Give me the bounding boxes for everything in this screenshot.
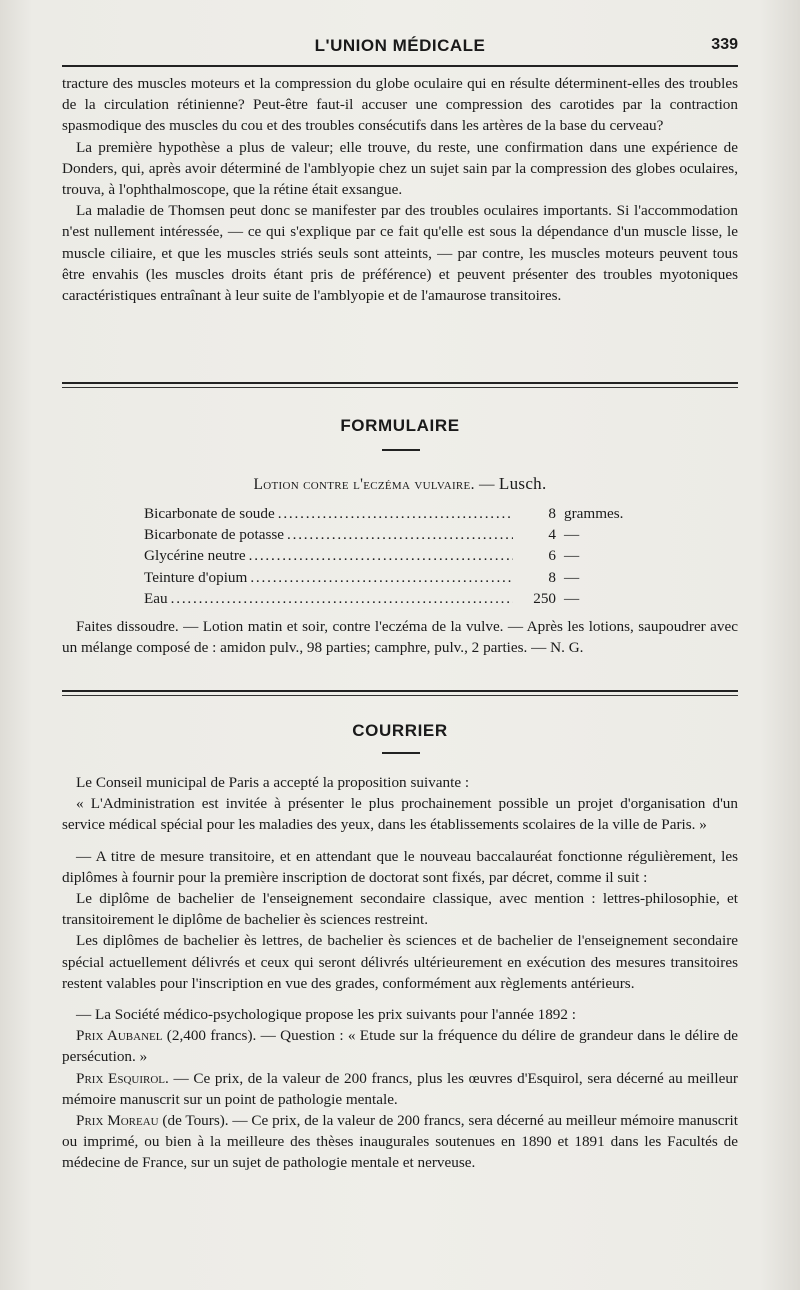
intro-paragraph-3: La maladie de Thomsen peut donc se manifester par des troubles oculaires importants. Si l'accommodation n'est nullement intéressée, — ce qui s'explique par ce fait qu'elle est sous la dépendance d'un muscle lisse, le muscle ciliaire, et que les muscles striés seuls sont atteints, — par contre, les muscles moteurs peuvent tous être envahis (les muscles droits étant pris de préférence) et peuvent présenter des troubles myotoniques caractéristiques entraînant à leur suite de l'amblyopie et de l'amaurose transitoires. [62,202,738,305]
section-rule-top [62,690,738,692]
heading-dash [382,449,420,451]
leader-dots [278,503,513,524]
ingredient-row [144,567,664,588]
ingredient-qty: 8 [548,568,556,586]
courrier-paragraph-4: Le diplôme de bachelier de l'enseignement secondaire classique, avec mention : lettres-philosophie, et transitoirement le diplôme de bachelier ès sciences restreint. [62,890,738,929]
ingredient-unit: — [564,547,580,565]
recipe-dash: — [474,476,499,493]
section-rule-bottom [62,387,738,388]
prize-text: (2,400 francs). — Question : « Etude sur la fréquence du délire de grandeur dans le délire de persécution. » [62,1027,738,1066]
ingredient-row [144,588,664,609]
leader-dots [287,524,513,545]
prize-name: Prix Esquirol [76,1069,166,1087]
prize-name: Prix Moreau [76,1112,159,1130]
ingredient-name: Glycérine neutre [144,547,246,565]
ingredient-name: Bicarbonate de potasse [144,526,285,544]
intro-text [62,73,738,306]
ingredient-name: Eau [144,589,168,607]
courrier-paragraph-1: Le Conseil municipal de Paris a accepté la proposition suivante : [76,774,470,791]
ingredient-row [144,503,664,524]
recipe-instructions: Faites dissoudre. — Lotion matin et soir, contre l'eczéma de la vulve. — Après les lotions, saupoudrer avec un mélange composé de : amidon pulv., 98 parties; camphre, pulv., 2 parties. — N. G. [62,618,738,657]
page-number: 339 [711,36,738,53]
prize-paragraph [62,1068,738,1110]
section-rule-top [62,382,738,384]
courrier-paragraph-6: — La Société médico-psychologique propose les prix suivants pour l'année 1892 : [76,1006,577,1024]
courrier-paragraph-2: « L'Administration est invitée à présenter le plus prochainement possible un projet d'organisation d'un service médical spécial pour les maladies des yeux, dans les établissements scolaires de la ville de Paris. » [62,795,738,834]
recipe-title [62,474,738,494]
section-rule-bottom [62,695,738,696]
courrier-paragraph-5: Les diplômes de bachelier ès lettres, de bachelier ès sciences et de bachelier de l'enseignement secondaire spécial actuellement délivrés et ceux qui seront délivrés ultérieurement en exécution des mesures transitoires restent valables pour l'inscription en vue des grades, conformément aux règlements antérieurs. [62,932,738,992]
ingredient-row [144,524,664,545]
ingredient-unit: — [564,526,580,544]
ingredient-name: Bicarbonate de soude [144,505,275,522]
leader-dots [249,545,513,566]
journal-title: L'UNION MÉDICALE [314,36,486,55]
ingredient-unit: — [564,589,580,607]
ingredient-qty: 250 [533,589,556,607]
leader-dots [250,567,513,588]
leader-dots [171,588,513,609]
courrier-heading: COURRIER [352,721,448,740]
intro-paragraph-1: tracture des muscles moteurs et la compression du globe oculaire qui en résulte déterminent-elles des troubles de la circulation rétinienne? Peut-être faut-il accuser une compression des carotides par la contraction spasmodique des muscles du cou et des troubles consécutifs dans les artères de la base du cerveau? [62,75,738,135]
ingredient-qty: 4 [548,526,556,544]
prize-paragraph [62,1025,738,1067]
prize-text: (de Tours). — Ce prix, de la valeur de 200 francs, sera décerné au meilleur mémoire manuscrit ou imprimé, ou bien à la meilleure des thèses inaugurales soutenues en 1890 et 1891 dans les Facultés de médecine de France, sur un sujet de pathologie mentale et nerveuse. [62,1112,738,1172]
ingredient-unit: — [564,568,580,586]
heading-dash [382,752,420,754]
ingredient-qty: 6 [548,547,556,565]
ingredient-list [144,503,664,609]
intro-paragraph-2: La première hypothèse a plus de valeur; elle trouve, du reste, une confirmation dans une expérience de Donders, qui, après avoir déterminé de l'amblyopie chez un sujet sain par la compression des globes oculaires, trouva, à l'ophthalmoscope, que la rétine était exsangue. [62,138,738,199]
prize-text: . — Ce prix, de la valeur de 200 francs, plus les œuvres d'Esquirol, sera décerné au meilleur mémoire manuscrit sur un point de pathologie mentale. [62,1069,738,1108]
ingredient-qty: 8 [548,505,556,522]
courrier-paragraph-3: — A titre de mesure transitoire, et en attendant que le nouveau baccalauréat fonctionne régulièrement, les diplômes à fournir pour la première inscription de doctorat sont fixés, par décret, comme il suit : [62,847,738,886]
header-rule [62,65,738,67]
ingredient-row [144,545,664,566]
recipe-instructions-block [62,616,738,658]
courrier-text [62,772,738,1174]
ingredient-unit: grammes. [564,505,624,522]
prize-paragraph [62,1110,738,1174]
recipe-name: Lotion contre l'eczéma vulvaire. [253,476,475,493]
recipe-author: Lusch. [498,474,547,493]
prize-name: Prix Aubanel [76,1027,163,1045]
ingredient-name: Teinture d'opium [144,568,248,586]
formulaire-heading: FORMULAIRE [340,416,460,435]
running-header [62,36,738,60]
